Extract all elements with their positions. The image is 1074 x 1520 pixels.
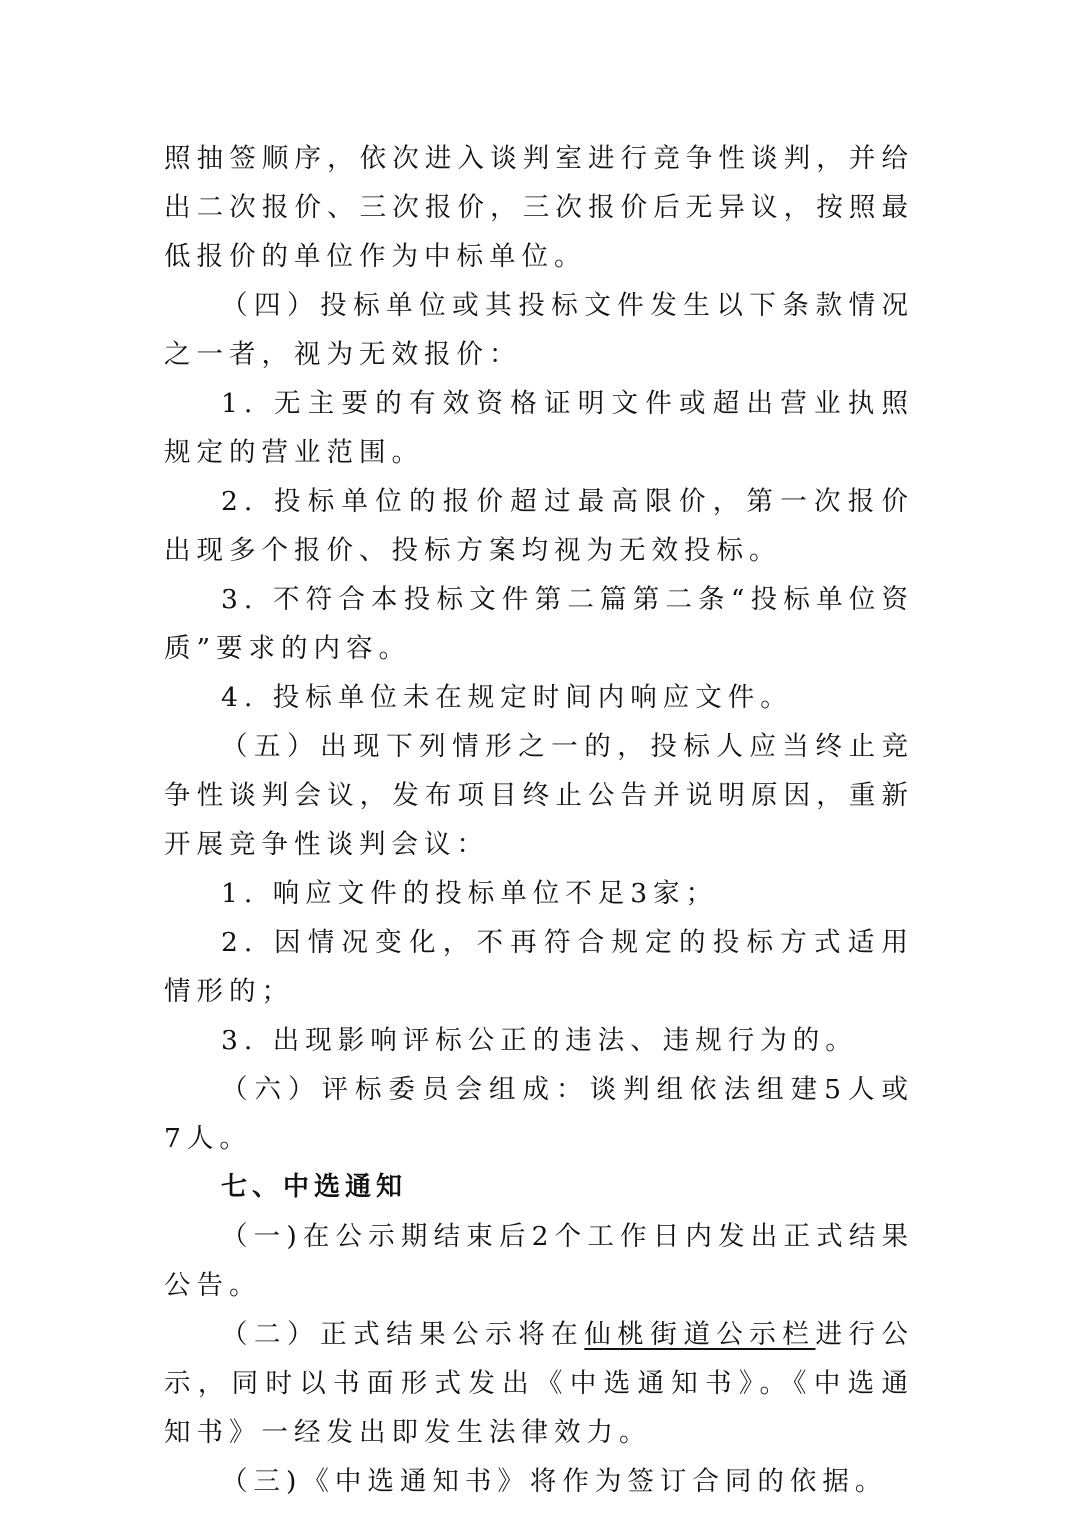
paragraph-clause-6: （六）评标委员会组成：谈判组依法组建5人或7人。 (164, 1074, 914, 1154)
paragraph-clause-4: （四）投标单位或其投标文件发生以下条款情况之一者，视为无效报价： (164, 290, 914, 370)
paragraph-section-item-3: （三)《中选通知书》将作为签订合同的依据。 (221, 1466, 888, 1497)
paragraph-clause-5-item-1: 1. 响应文件的投标单位不足3家； (221, 878, 719, 909)
paragraph-section-item-1: （一)在公示期结束后2个工作日内发出正式结果公告。 (164, 1221, 914, 1301)
paragraph-clause-5-item-2: 2. 因情况变化，不再符合规定的投标方式适用情形的； (164, 927, 914, 1007)
paragraph-section-item-2 (164, 1310, 914, 1457)
paragraph-clause-5: （五）出现下列情形之一的，投标人应当终止竞争性谈判会议，发布项目终止公告并说明原因，重新开展竞争性谈判会议： (164, 731, 914, 860)
paragraph-clause-4-item-3: 3. 不符合本投标文件第二篇第二条“投标单位资质”要求的内容。 (164, 584, 914, 664)
paragraph-clause-5-item-3: 3. 出现影响评标公正的违法、违规行为的。 (221, 1025, 858, 1056)
paragraph-continued: 照抽签顺序，依次进入谈判室进行竞争性谈判，并给出二次报价、三次报价，三次报价后无异议，按照最低报价的单位作为中标单位。 (164, 143, 914, 272)
document-page (164, 134, 914, 1506)
paragraph-clause-4-item-1: 1. 无主要的有效资格证明文件或超出营业执照规定的营业范围。 (164, 388, 914, 468)
underlined-location: 仙桃街道公示栏 (584, 1319, 816, 1350)
section-item-2-lead: （二）正式结果公示将在 (221, 1319, 585, 1350)
paragraph-clause-4-item-4: 4. 投标单位未在规定时间内响应文件。 (221, 682, 793, 713)
paragraph-clause-4-item-2: 2. 投标单位的报价超过最高限价，第一次报价出现多个报价、投标方案均视为无效投标。 (164, 486, 914, 566)
section-heading: 七、中选通知 (221, 1172, 408, 1202)
section-item-2-tail: 进行公示，同时以书面形式发出《中选通知书》。《中选通知书》一经发出即发生法律效力。 (164, 1319, 915, 1448)
